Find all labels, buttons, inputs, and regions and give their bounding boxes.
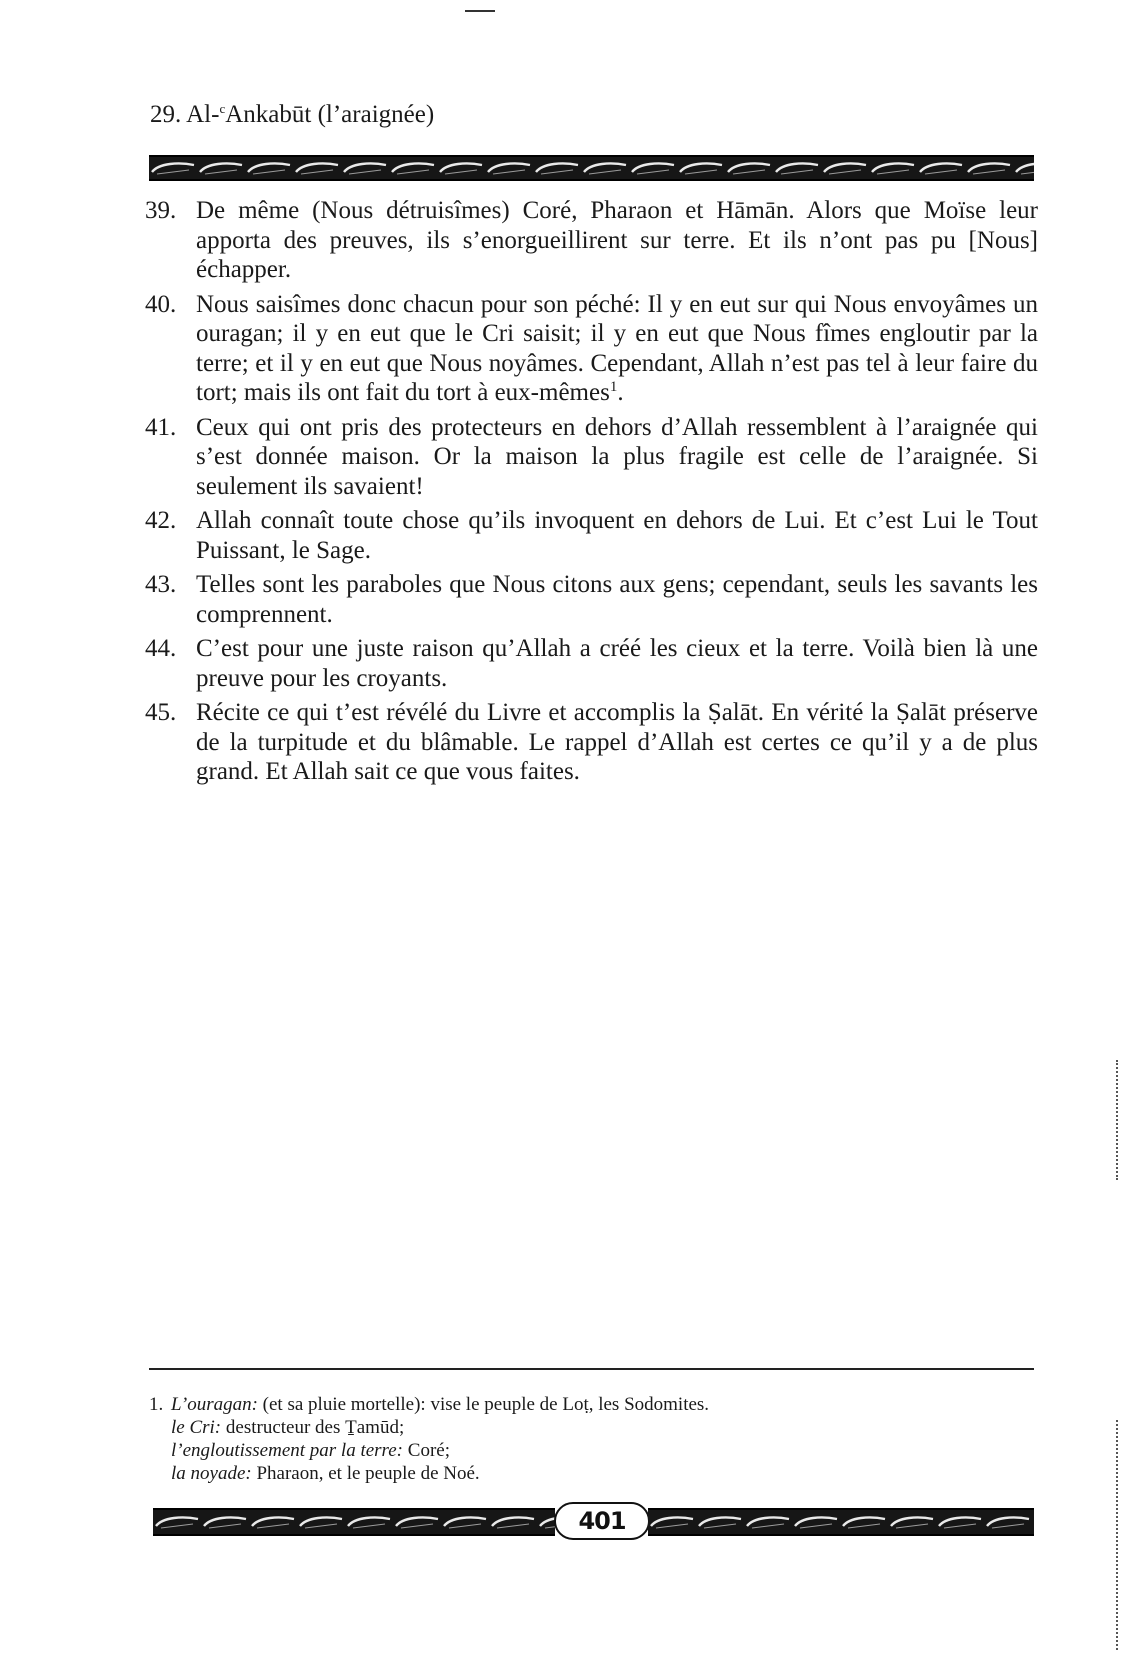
surah-name: Ankabūt (l’araignée)	[225, 101, 435, 128]
verse-number: 44.	[145, 635, 177, 662]
verse-text: Telles sont les paraboles que Nous citons aux gens; cependant, seuls les savants les comprennent.	[196, 571, 1038, 628]
verse-44	[145, 634, 1038, 693]
footnote-line	[149, 1393, 1029, 1416]
verse-text: C’est pour une juste raison qu’Allah a créé les cieux et la terre. Voilà bien là une preuve pour les croyants.	[196, 635, 1038, 692]
verse-text: Ceux qui ont pris des protecteurs en dehors d’Allah ressemblent à l’araignée qui s’est donnée maison. Or la maison la plus fragile est celle de l’araignée. Si seulement ils savaient!	[196, 413, 1038, 500]
chain-ornament	[648, 1510, 1034, 1534]
footnote-text: (et sa pluie mortelle): vise le peuple de Loṭ, les Sodomites.	[257, 1394, 710, 1415]
footnote-line	[149, 1439, 1029, 1462]
footnote-line	[149, 1462, 1029, 1485]
verse-text-tail: .	[617, 379, 624, 406]
footnote-reference[interactable]: 1	[609, 379, 618, 395]
chain-ornament	[153, 1510, 555, 1534]
footnote-text: Pharaon, et le peuple de Noé.	[251, 1463, 480, 1484]
ornamental-band-bottom-right	[648, 1508, 1034, 1536]
verse-text-container	[196, 290, 1038, 408]
surah-name-prefix: Al-	[186, 101, 220, 128]
verse-41	[145, 413, 1038, 502]
page-number: 401	[554, 1502, 650, 1540]
chain-ornament	[149, 157, 1034, 179]
verse-text: De même (Nous détruisîmes) Coré, Pharaon et Hāmān. Alors que Moïse leur apporta des preuves, ils s’enorgueillirent sur terre. Et ils n’ont pas pu [Nous] échapper.	[196, 197, 1038, 283]
verse-40	[145, 290, 1038, 408]
footnote-term: la noyade:	[171, 1463, 252, 1484]
verse-list	[145, 196, 1038, 792]
ain-mark: c	[219, 101, 226, 116]
footnote-line	[149, 1416, 1029, 1439]
surah-number: 29.	[150, 101, 182, 128]
verse-text: Allah connaît toute chose qu’ils invoquent en dehors de Lui. Et c’est Lui le Tout Puissant, le Sage.	[196, 507, 1038, 564]
scan-edge-mark	[1116, 1060, 1118, 1180]
verse-45	[145, 698, 1038, 787]
footnote-divider	[149, 1368, 1034, 1370]
footnote-text: Coré;	[403, 1440, 450, 1461]
verse-number: 39.	[145, 197, 177, 224]
verse-number: 45.	[145, 699, 177, 726]
footnote-term: le Cri:	[171, 1417, 222, 1438]
footnote-term: L’ouragan:	[171, 1394, 258, 1415]
verse-text: Nous saisîmes donc chacun pour son péché: Il y en eut sur qui Nous envoyâmes un ouragan; il y en eut que le Cri saisit; il y en eut que Nous fîmes engloutir par la terre; et il y en eut que Nous noyâmes. Cependant, Allah n’est pas tel à leur faire du tort; mais ils ont fait du tort à eux-mêmes	[196, 290, 1038, 406]
footnotes	[149, 1393, 1029, 1485]
verse-42	[145, 506, 1038, 565]
verse-number: 43.	[145, 571, 177, 598]
footnote-term: l’engloutissement par la terre:	[171, 1440, 404, 1461]
verse-number: 41.	[145, 413, 177, 441]
ornamental-band-bottom-left	[153, 1508, 555, 1536]
ornamental-band-top	[149, 155, 1034, 181]
footnote-number: 1.	[149, 1394, 164, 1415]
scan-edge-mark	[1116, 1420, 1118, 1650]
verse-number: 40.	[145, 290, 177, 318]
top-margin-mark	[465, 10, 495, 12]
verse-39	[145, 196, 1038, 285]
footnote-text: destructeur des Ṯamūd;	[221, 1417, 405, 1438]
verse-43	[145, 570, 1038, 629]
surah-header	[150, 94, 434, 130]
verse-number: 42.	[145, 507, 177, 534]
verse-text: Récite ce qui t’est révélé du Livre et accomplis la Ṣalāt. En vérité la Ṣalāt préserve de la turpitude et du blâmable. Le rappel d’Allah est certes ce qu’il y a de plus grand. Et Allah sait ce que vous faites.	[196, 699, 1038, 785]
